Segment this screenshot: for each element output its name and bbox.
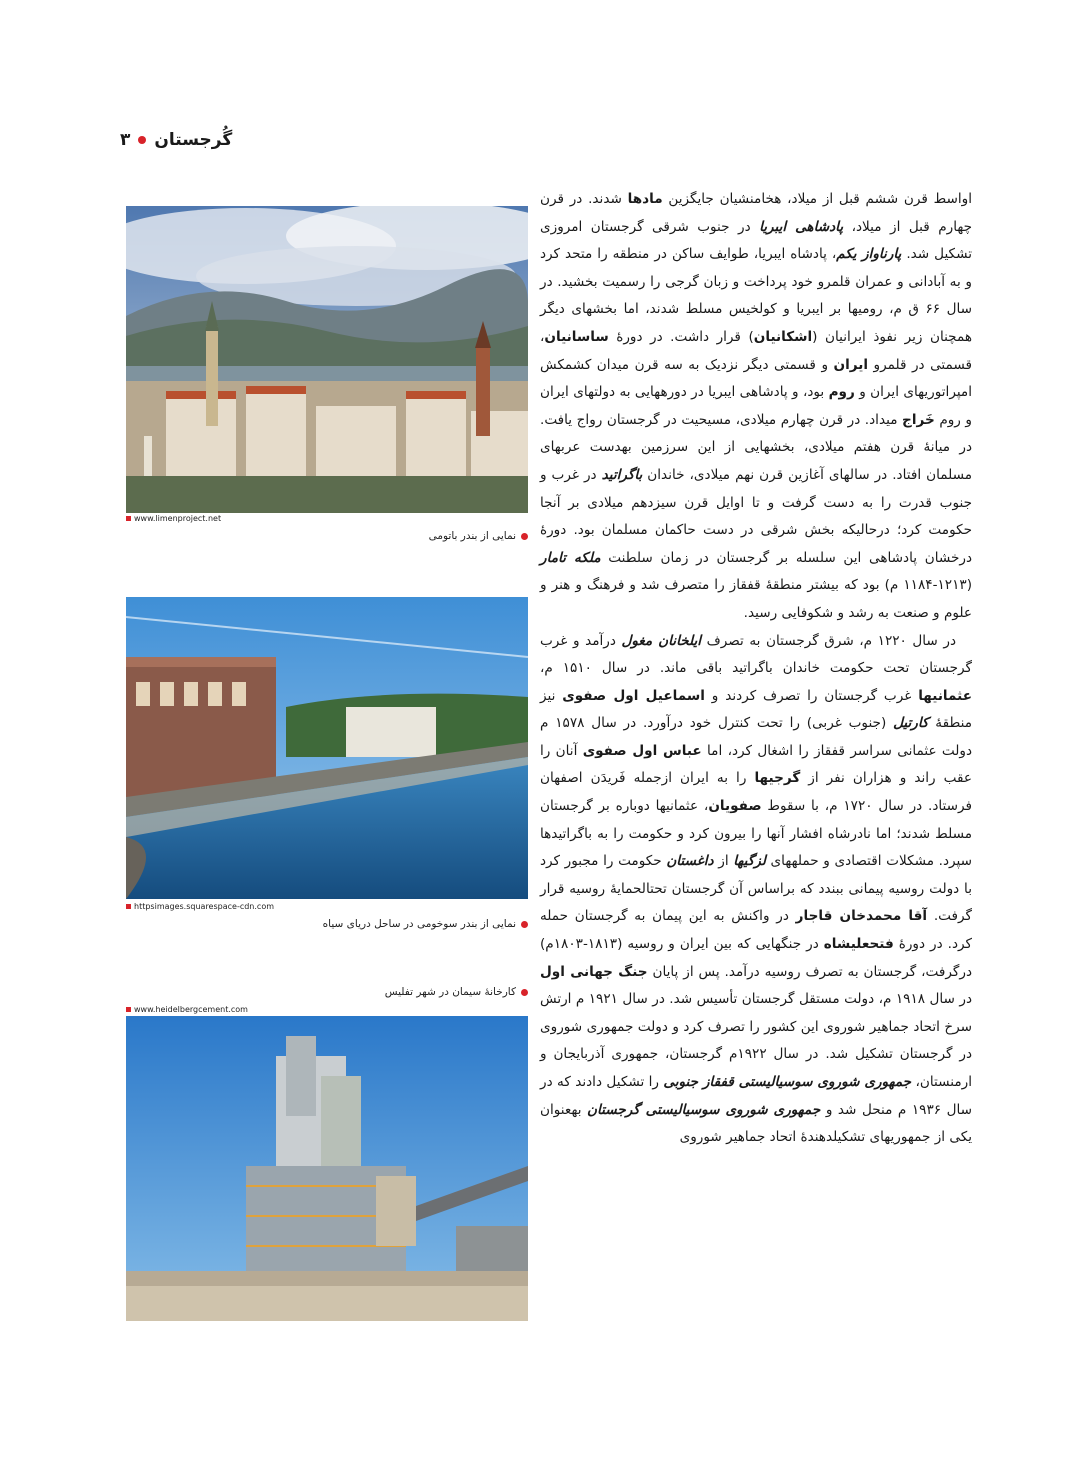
batumi-photo [126,206,528,513]
tbilisi-photo [126,1016,528,1321]
italic-term: باگراتید [601,466,643,483]
chapter-title: گُرجستان [154,130,233,150]
text-run: در سال ۱۲۲۰ م، شرق گرجستان به تصرف [701,632,957,649]
bold-term: ساسانیان [544,328,609,345]
bold-term: عثمانیها [918,687,972,704]
text-run: ) قرار داشت. در دورۀ [608,328,754,345]
text-run: در سال ۱۹۱۸ م، دولت مستقل گرجستان تأسیس شد. در سال ۱۹۲۱ م ارتش سرخ اتحاد جماهیر شوروی این کشور را تصرف کرد و دولت جمهوری شوروی در گرجستان تشکیل شد. در سال ۱۹۲۲م گرجستان، جمهوری آذربایجان و ارمنستان، [540,991,973,1090]
text-run: (۱۲۱۳-۱۱۸۴ م) بود که بیشتر منطقۀ قفقاز را متصرف شد و فرهنگ و هنر و علوم و صنعت به رشد و شکوفایی رسید. [540,577,972,621]
text-run: آنان را عقب راند و هزاران نفر از [540,742,972,787]
text-run: غرب گرجستان را تصرف کردند و [704,687,919,704]
sukhumi-caption: نمایی از بندر سوخومی در ساحل دریای سیاه [323,918,528,930]
bold-term: اشکانیان [753,328,813,345]
caption-dot [521,989,528,996]
bold-term: آقا محمدخان قاجار [795,908,928,925]
text-run: در واکنش به این پیمان به گرجستان حمله کرد. در دورۀ [540,908,972,953]
text-run: را تشکیل دادند که در سال ۱۹۳۶ م منحل شد و [540,1074,972,1118]
text-run: در جنگهایی که بین ایران و روسیه (۱۸۱۳-۱۸۰۳م) درگرفت، گرجستان به تصرف روسیه درآمد. پس از پایان [540,936,972,980]
bold-term: ایران [833,356,869,373]
bold-term: گرجیها [754,770,801,787]
sukhumi-photo [126,597,528,899]
bold-term: روم [828,384,855,401]
text-run: میداد. در قرن چهارم میلادی، مسیحیت در گرجستان رواج یافت. در میانۀ قرن هفتم میلادی، بخشهایی از این سرزمین بهدست عربهای مسلمان افتاد. در سالهای آغازین قرن نهم میلادی، خاندان [540,411,972,483]
text-run: ، پادشاه ایبریا، طوایف ساکن در منطقه را متحد کرد و به آبادانی و عمران قلمرو خود پرداخت و زبان گرجی را رسمیت بخشید. در سال ۶۶ ق م، رومیها بر ایبریا و کولخیس مسلط شدند، اما بخشهای دیگر همچنان زیر نفوذ ایرانیان ( [540,246,973,345]
text-run: (جنوب غربی) را تحت کنترل خود درآورد. در سال ۱۵۷۸ م دولت عثمانی سراسر قفقاز را اشغال کرد، اما [540,715,973,759]
italic-term: داغستان [666,853,714,870]
text-run: را به ایران ازجمله فَریدَن اصفهان فرستاد. در سال ۱۷۲۰ م، با سقوط [540,770,973,815]
bold-term: فتحعلیشاه [823,936,894,953]
text-run: اواسط قرن ششم قبل از میلاد، هخامنشیان جایگزین [662,191,972,207]
italic-term: جمهوری شوروی سوسیالیستی گرجستان [587,1101,821,1118]
credit-marker [126,904,131,909]
bold-term: صفویان [708,798,762,815]
article-text [540,186,972,1346]
bold-term: عباس اول صفوی [582,742,702,759]
tbilisi-credit: www.heidelbergcement.com [126,1005,248,1014]
text-run: و قسمتی دیگر نزدیک به سه قرن میدان کشمکش امپراتوریهای ایران و [540,356,972,401]
italic-term: ایلخانان مغول [621,632,702,649]
text-run: حکومت را مجبور کرد با دولت روسیه پیمانی ببندد که براساس آن گرجستان تحتالحمایۀ روسیه قرار گرفت. [540,853,972,925]
italic-term: ملکه تامار [540,549,601,566]
italic-term: لزگیها [733,853,766,870]
paragraph-2 [540,628,972,1152]
text-run: شدند. در قرن چهارم قبل از میلاد، [540,191,973,235]
batumi-credit: www.limenproject.net [126,514,221,523]
italic-term: پادشاهی ایبریا [759,218,844,235]
bold-term: جنگ جهانی اول [540,963,648,980]
text-run: ، عثمانیها دوباره بر گرجستان مسلط شدند؛ اما نادرشاه افشار آنها را بیرون کرد و حکومت را به باگراتیدها سپرد. مشکلات اقتصادی و حملههای [540,798,973,870]
credit-marker [126,516,131,521]
header-dot [138,136,146,144]
credit-marker [126,1007,131,1012]
bold-term: مادها [627,191,663,207]
batumi-caption: نمایی از بندر باتومی [429,530,528,542]
text-run: از [713,853,734,870]
page-number: ۳ [120,130,131,150]
bold-term: خَراج [902,411,935,428]
text-run: در جنوب شرقی گرجستان امروزی تشکیل شد. [540,218,972,263]
caption-dot [521,921,528,928]
caption-dot [521,533,528,540]
italic-term: پارناواز یکم [836,246,902,263]
italic-term: جمهوری شوروی سوسیالیستی قفقاز جنوبی [663,1074,912,1090]
text-run: در غرب و جنوب قدرت را به دست گرفت و تا اوایل قرن سیزدهم میلادی بر آنجا حکومت کرد؛ درحالیکه بخش شرقی در دست حاکمان مسلمان بود. دورۀ درخشان پادشاهی این سلسله بر گرجستان در زمان سلطنت [540,466,972,566]
italic-term: کارتیل [893,715,929,732]
sukhumi-credit: httpsimages.squarespace-cdn.com [126,902,274,911]
page-header [120,126,460,154]
text-run: درآمد و غرب گرجستان تحت حکومت خاندان باگراتید باقی ماند. در سال ۱۵۱۰ م، [540,632,973,677]
text-run: نیز منطقۀ [540,687,972,732]
text-run: بهعنوان یکی از جمهوریهای تشکیلدهندۀ اتحاد جماهیر شوروی [540,1101,972,1146]
bold-term: اسماعیل اول صفوی [562,687,705,704]
text-run: بود، و پادشاهی ایبریا در دورههایی به دولتهای ایران و روم [540,384,972,428]
text-run: ، قسمتی در قلمرو [540,328,973,373]
tbilisi-caption: کارخانۀ سیمان در شهر تفلیس [385,986,528,998]
paragraph-1 [540,186,972,628]
